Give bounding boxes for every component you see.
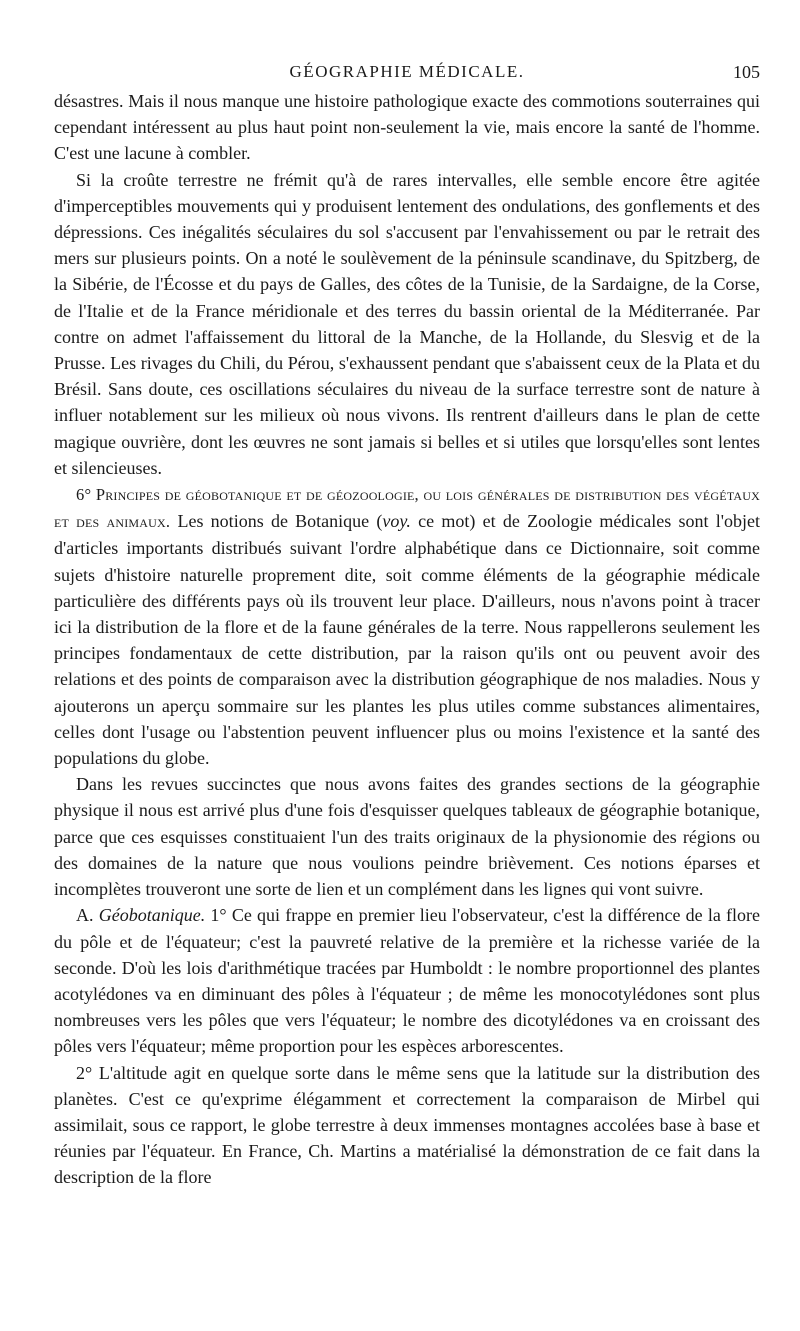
paragraph-1: désastres. Mais il nous manque une histoire pathologique exacte des commotions souterraines qui cependant intéressent au plus haut point non-seulement la vie, mais encore la santé de l'homme. C'est une lacune à combler. [54,91,760,164]
paragraph-3: 6° Principes de géobotanique et de géozoologie, ou lois générales de distribution des végétaux et des animaux. Les notions de Botanique (voy. ce mot) et de Zoologie médicales sont l'objet d'articles importants distribués suivant l'ordre alphabétique dans ce Dictionnaire, soit comme sujets d'histoire naturelle proprement dite, soit comme éléments de la géographie médicale particulière des différents pays où ils trouvent leur place. D'ailleurs, nous n'avons point à tracer ici la distribution de la flore et de la faune générales de la terre. Nous rappellerons seulement les principes fondamentaux de cette distribution, par la raison qu'ils ont ou peuvent avoir des relations et des points de comparaison avec la distribution géographique de nos maladies. Nous y ajouterons un aperçu sommaire sur les plantes les plus utiles comme substances alimentaires, celles dont l'usage ou l'abstention peuvent influencer plus ou moins l'existence et la santé des populations du globe. [54,485,761,769]
running-title: GÉOGRAPHIE MÉDICALE. [289,62,525,81]
page-number: 105 [733,62,760,82]
running-header [54,58,760,88]
paragraph-5: A. Géobotanique. 1° Ce qui frappe en premier lieu l'observateur, c'est la différence de la flore du pôle et de l'équateur; c'est la pauvreté relative de la première et la richesse variée de la seconde. D'où les lois d'arithmétique tracées par Humboldt : le nombre proportionnel des plantes acotylédones va en diminuant des pôles à l'équateur ; de même les monocotylédones sont plus nombreuses vers les pôles que vers l'équateur; le nombre des dicotylédones va en croissant des pôles vers l'équateur; même proportion pour les espèces arborescentes. [54,905,761,1057]
document-page [54,58,760,1191]
paragraph-2: Si la croûte terrestre ne frémit qu'à de rares intervalles, elle semble encore être agitée d'imperceptibles mouvements qui y produisent lentement des ondulations, des gonflements et des dépressions. Ces inégalités séculaires du sol s'accusent par l'envahissement ou par le retrait des mers sur plusieurs points. On a noté le soulèvement de la péninsule scandinave, du Spitzberg, de la Sibérie, de l'Écosse et du pays de Galles, des côtes de la Tunisie, de la Sardaigne, de la Corse, de l'Italie et de la France méridionale et des terres du bassin oriental de la Méditerranée. Par contre on admet l'affaissement du littoral de la Manche, de la Hollande, du Slesvig et de la Prusse. Les rivages du Chili, du Pérou, s'exhaussent pendant que s'abaissent ceux de la Plata et du Brésil. Sans doute, ces oscillations séculaires du niveau de la surface terrestre sont de nature à influer notablement sur les milieux où nous vivons. Ils rentrent d'ailleurs dans le plan de cette magique ouvrière, dont les œuvres ne sont jamais si belles et si utiles que lorsqu'elles sont lentes et silencieuses. [54,169,760,478]
paragraph-6: 2° L'altitude agit en quelque sorte dans le même sens que la latitude sur la distribution des planètes. C'est ce qu'exprime élégamment et correctement la comparaison de Mirbel qui assimilait, sous ce rapport, le globe terrestre à deux immenses montagnes accolées base à base et réunies par l'équateur. En France, Ch. Martins a matérialisé la démonstration de ce fait dans la description de la flore [54,1062,760,1188]
subsection-title: Géobotanique. [98,905,206,926]
paragraph-4: Dans les revues succinctes que nous avons faites des grandes sections de la géographie physique il nous est arrivé plus d'une fois d'esquisser quelques tableaux de géographie botanique, parce que ces esquisses constituaient l'un des traits originaux de la physionomie des régions ou des domaines de la nature que nous voulions peindre brièvement. Ces notions éparses et incomplètes trouveront une sorte de lien et un complément dans les lignes qui vont suivre. [54,774,760,900]
section-heading: 6° Principes de géobotanique et de géozoologie, ou lois générales de distribution des végétaux et des animaux. [54,485,760,532]
body-text [54,88,760,1191]
